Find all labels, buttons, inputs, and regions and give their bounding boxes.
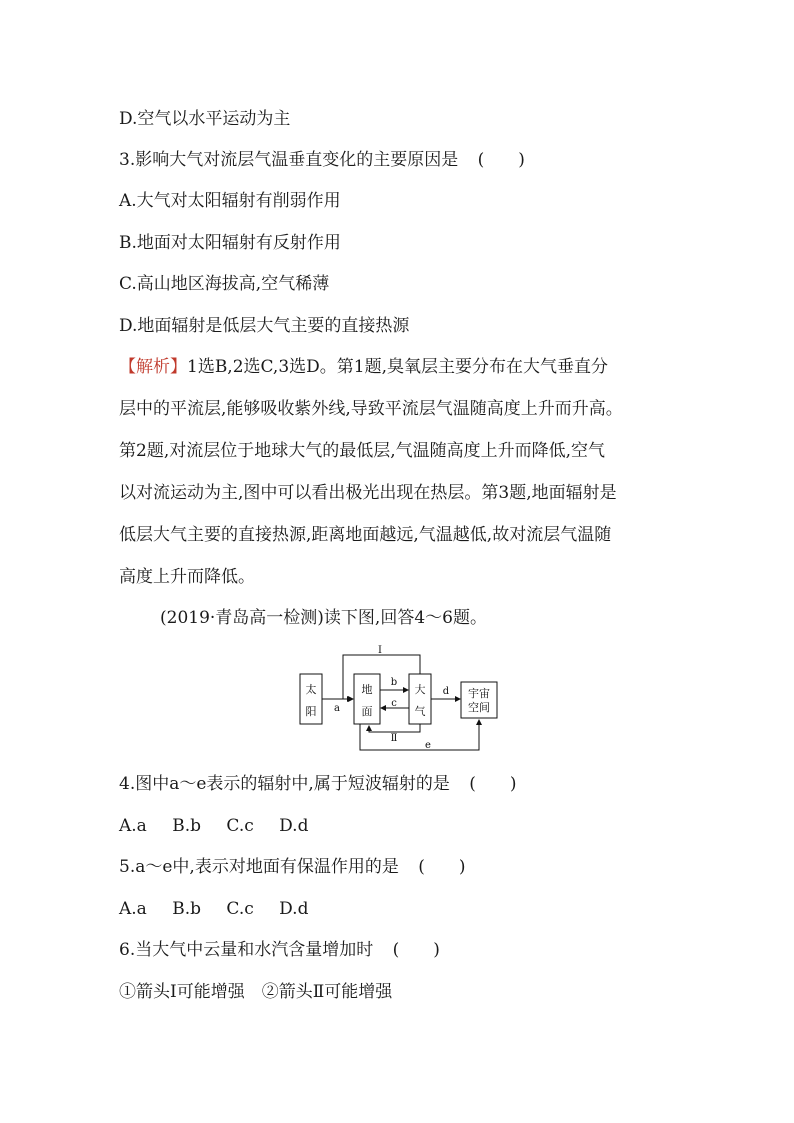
arrow-II bbox=[369, 724, 420, 732]
q5-option-b: B.b bbox=[172, 899, 202, 919]
q3-answer-paren: ( ) bbox=[477, 150, 525, 170]
arrow-I bbox=[343, 655, 420, 699]
q4-option-c: C.c bbox=[226, 816, 254, 836]
analysis-line-6: 高度上升而降低。 bbox=[119, 567, 255, 587]
atmosphere-label-1: 大 bbox=[414, 683, 426, 696]
space-label-2: 空间 bbox=[468, 701, 490, 714]
q4-answer-paren: ( ) bbox=[469, 774, 517, 794]
analysis-block bbox=[119, 346, 679, 598]
q6-items: ①箭头Ⅰ可能增强 ②箭头Ⅱ可能增强 bbox=[119, 982, 393, 1002]
radiation-diagram bbox=[296, 644, 500, 760]
q6-stem: 6.当大气中云量和水汽含量增加时 bbox=[119, 940, 374, 960]
q3-option-d: D.地面辐射是低层大气主要的直接热源 bbox=[119, 316, 410, 336]
q6-answer-paren: ( ) bbox=[392, 940, 440, 960]
q3-question bbox=[119, 149, 525, 171]
q3-stem: 3.影响大气对流层气温垂直变化的主要原因是 bbox=[119, 150, 459, 170]
analysis-line-1: 【解析】1选B,2选C,3选D。第1题,臭氧层主要分布在大气垂直分 bbox=[119, 357, 608, 377]
ground-label-2: 面 bbox=[361, 705, 373, 718]
analysis-tag: 【解析】 bbox=[119, 357, 187, 377]
q4-question bbox=[119, 773, 517, 795]
q4-option-d: D.d bbox=[279, 816, 309, 836]
q5-option-d: D.d bbox=[279, 899, 309, 919]
q4-option-b: B.b bbox=[172, 816, 202, 836]
arrow-e-label: e bbox=[425, 740, 431, 751]
space-label-1: 宇宙 bbox=[468, 687, 490, 700]
arrow-II-label: Ⅱ bbox=[390, 733, 398, 744]
analysis-line-3: 第2题,对流层位于地球大气的最低层,气温随高度上升而降低,空气 bbox=[119, 441, 606, 461]
sun-label-1: 太 bbox=[305, 683, 317, 696]
q4-stem: 4.图中a～e表示的辐射中,属于短波辐射的是 bbox=[119, 774, 450, 794]
arrow-c-label: c bbox=[391, 698, 397, 709]
analysis-line-5: 低层大气主要的直接热源,距离地面越远,气温越低,故对流层气温随 bbox=[119, 525, 612, 545]
q5-answer-paren: ( ) bbox=[418, 857, 466, 877]
q3-option-c: C.高山地区海拔高,空气稀薄 bbox=[119, 274, 330, 294]
q3-option-a: A.大气对太阳辐射有削弱作用 bbox=[119, 191, 341, 211]
arrow-b-label: b bbox=[390, 677, 398, 688]
analysis-line-2: 层中的平流层,能够吸收紫外线,导致平流层气温随高度上升而升高。 bbox=[119, 399, 623, 419]
q6-question bbox=[119, 939, 440, 961]
diagram-intro: (2019·青岛高一检测)读下图,回答4～6题。 bbox=[160, 608, 487, 628]
arrow-I-label: Ⅰ bbox=[378, 645, 382, 656]
q5-option-c: C.c bbox=[226, 899, 254, 919]
q5-question bbox=[119, 856, 466, 878]
q4-option-a: A.a bbox=[119, 816, 147, 836]
q5-option-a: A.a bbox=[119, 899, 147, 919]
ground-label-1: 地 bbox=[361, 683, 373, 696]
atmosphere-label-2: 气 bbox=[414, 705, 426, 718]
q3-option-b: B.地面对太阳辐射有反射作用 bbox=[119, 233, 341, 253]
q4-options bbox=[119, 815, 328, 837]
arrow-a-label: a bbox=[334, 703, 340, 714]
analysis-line-4: 以对流运动为主,图中可以看出极光出现在热层。第3题,地面辐射是 bbox=[119, 483, 617, 503]
q2-option-d: D.空气以水平运动为主 bbox=[119, 109, 291, 129]
sun-label-2: 阳 bbox=[305, 705, 317, 718]
q5-options bbox=[119, 898, 328, 920]
arrow-d-label: d bbox=[442, 686, 450, 697]
q5-stem: 5.a～e中,表示对地面有保温作用的是 bbox=[119, 857, 399, 877]
